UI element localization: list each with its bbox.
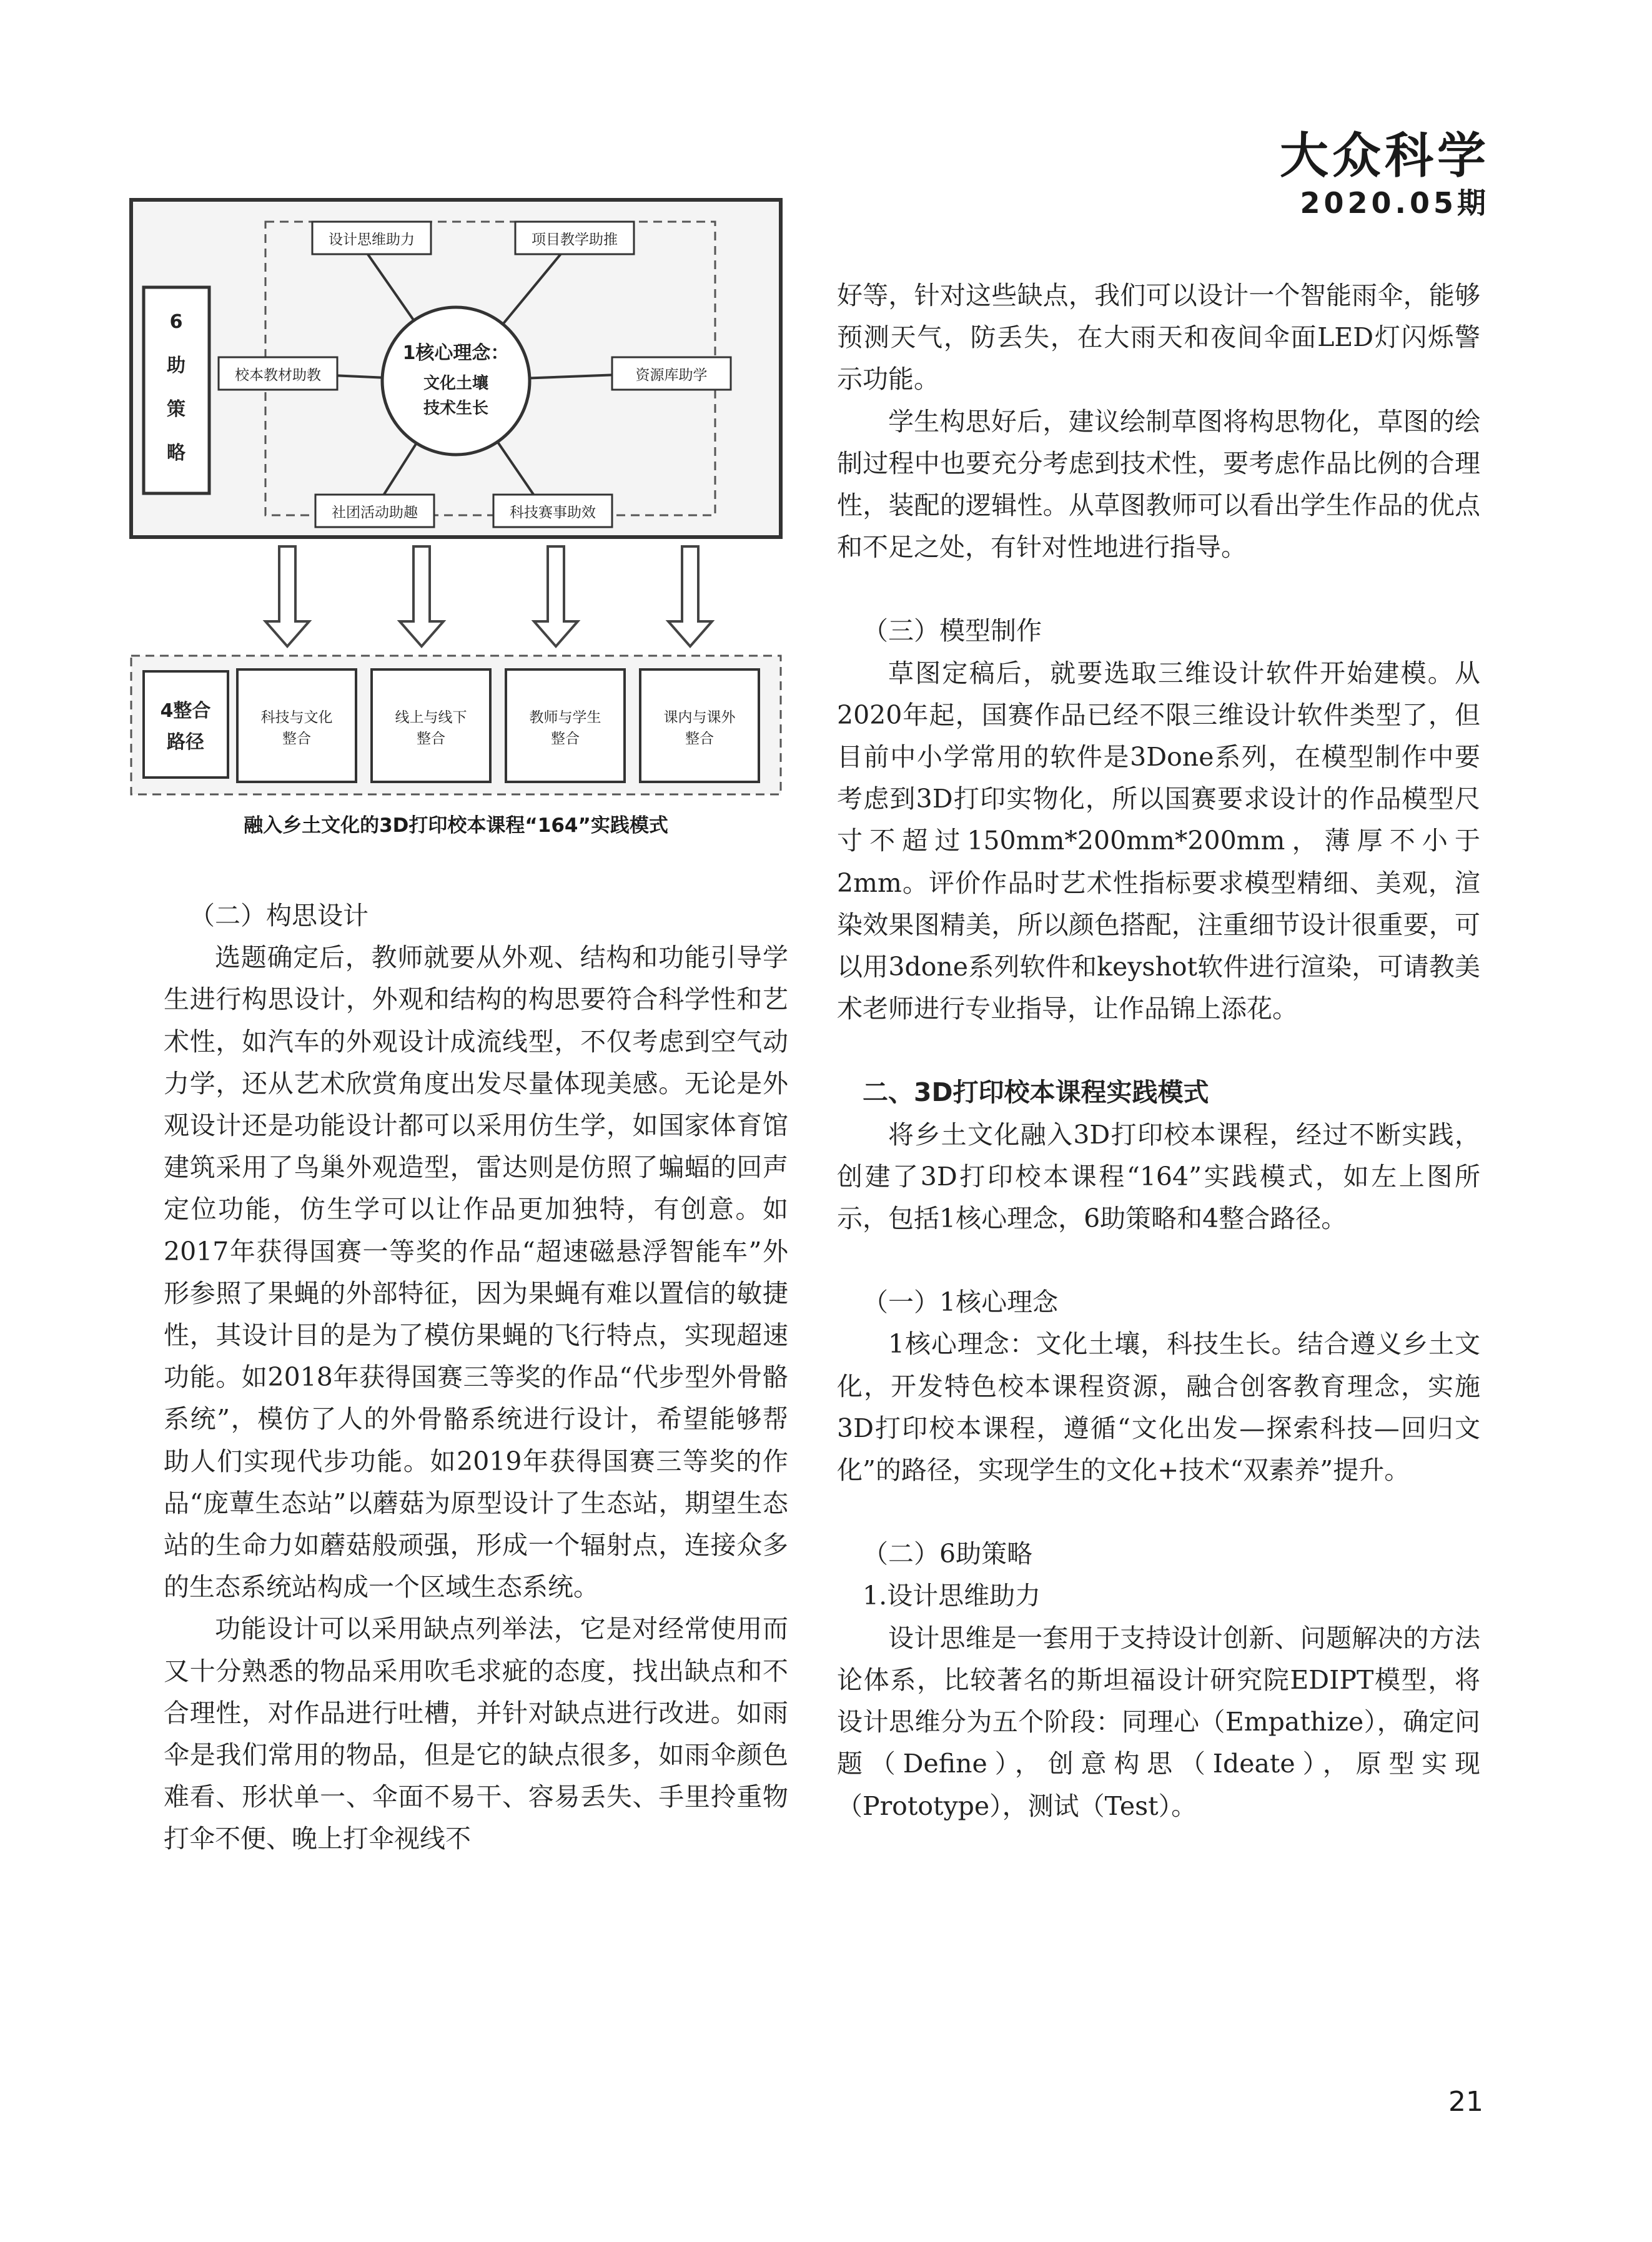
- section-heading: （二）构思设计: [189, 901, 368, 931]
- strategy-box-bottom-left: [315, 495, 434, 527]
- journal-issue: 2020.05期: [1300, 186, 1490, 220]
- side-label-char: 策: [167, 398, 185, 420]
- path-label-line: 4整合: [160, 700, 211, 722]
- path-label: 整合: [685, 731, 714, 747]
- section-heading: （三）模型制作: [863, 616, 1042, 646]
- strategy-label: 科技赛事助效: [510, 505, 596, 521]
- section-heading: （一）1核心理念: [863, 1287, 1059, 1318]
- paragraph: 将乡土文化融入3D打印校本课程，经过不断实践，创建了3D打印校本课程“164”实践模式，如左上图所示，包括1核心理念，6助策略和4整合路径。: [837, 1119, 1480, 1234]
- paragraph: 功能设计可以采用缺点列举法，它是对经常使用而又十分熟悉的物品采用吹毛求疵的态度，找出缺点和不合理性，对作品进行吐槽，并针对缺点进行改进。如雨伞是我们常用的物品，但是它的缺点很多，如雨伞颜色难看、形状单一、伞面不易干、容易丢失、手里拎重物打伞不便、晚上打伞视线不: [164, 1614, 788, 1854]
- path-label: 线上与线下: [395, 709, 467, 726]
- section-heading: （二）6助策略: [863, 1539, 1033, 1569]
- strategy-box-top-left: [312, 222, 431, 254]
- figure-caption: 融入乡土文化的3D打印校本课程“164”实践模式: [244, 814, 668, 837]
- core-concept-line: 技术生长: [423, 399, 489, 418]
- core-concept-title: 1核心理念：: [402, 342, 510, 364]
- down-arrow-icon: [400, 546, 443, 646]
- paragraph: 1核心理念：文化土壤，科技生长。结合遵义乡土文化，开发特色校本课程资源，融合创客教育理念，实施3D打印校本课程，遵循“文化出发—探索科技—回归文化”的路径，实现学生的文化+技术“双素养”提升。: [837, 1329, 1480, 1486]
- strategy-box-bottom-right: [493, 495, 612, 527]
- subsection-heading: 1.设计思维助力: [863, 1581, 1041, 1611]
- strategy-label: 项目教学助推: [532, 232, 618, 248]
- path-label: 整合: [282, 731, 311, 747]
- strategy-label: 设计思维助力: [329, 232, 415, 248]
- paragraph: 设计思维是一套用于支持设计创新、问题解决的方法论体系，比较著名的斯坦福设计研究院EDIPT模型，将设计思维分为五个阶段：同理心（Empathize），确定问题（Define），创意构思（Ideate），原型实现（Prototype），测试（Test）。: [837, 1622, 1480, 1821]
- down-arrow-icon: [668, 546, 712, 646]
- paragraph: 学生构思好后，建议绘制草图将构思物化，草图的绘制过程中也要充分考虑到技术性，要考虑作品比例的合理性，装配的逻辑性。从草图教师可以看出学生作品的优点和不足之处，有针对性地进行指导。: [837, 406, 1480, 563]
- paragraph: 草图定稿后，就要选取三维设计软件开始建模。从2020年起，国赛作品已经不限三维设计软件类型了，但目前中小学常用的软件是3Done系列，在模型制作中要考虑到3D打印实物化，所以国赛要求设计的作品模型尺寸不超过150mm*200mm*200mm，薄厚不小于2mm。评价作品时艺术性指标要求模型精细、美观，渲染效果图精美，所以颜色搭配，注重细节设计很重要，可以用3done系列软件和keyshot软件进行渲染，可请教美术老师进行专业指导，让作品锦上添花。: [837, 658, 1480, 1024]
- right-column: [837, 275, 1480, 1827]
- strategy-label: 社团活动助趣: [332, 505, 418, 521]
- side-label-char: 略: [167, 442, 185, 464]
- path-box-2: [372, 669, 490, 782]
- path-label: 整合: [417, 731, 445, 747]
- path-label-line: 路径: [167, 731, 204, 753]
- model-diagram: [125, 194, 787, 806]
- down-arrows: [265, 546, 712, 646]
- strategy-box-right: [612, 357, 731, 390]
- path-label: 科技与文化: [260, 709, 333, 726]
- strategy-label: 校本教材助教: [235, 367, 321, 383]
- page-number: 21: [1448, 2086, 1483, 2118]
- paragraph: 选题确定后，教师就要从外观、结构和功能引导学生进行构思设计，外观和结构的构思要符合科学性和艺术性，如汽车的外观设计成流线型，不仅考虑到空气动力学，还从艺术欣赏角度出发尽量体现美感。无论是外观设计还是功能设计都可以采用仿生学，如国家体育馆建筑采用了鸟巢外观造型，雷达则是仿照了蝙蝠的回声定位功能，仿生学可以让作品更加独特，有创意。如2017年获得国赛一等奖的作品“超速磁悬浮智能车”外形参照了果蝇的外部特征，因为果蝇有难以置信的敏捷性，其设计目的是为了模仿果蝇的飞行特点，实现超速功能。如2018年获得国赛三等奖的作品“代步型外骨骼系统”，模仿了人的外骨骼系统进行设计，希望能够帮助人们实现代步功能。如2019年获得国赛三等奖的作品“庞蕈生态站”以蘑菇为原型设计了生态站，期望生态站的生命力如蘑菇般顽强，形成一个辐射点，连接众多的生态系统站构成一个区域生态系统。: [164, 942, 788, 1602]
- core-concept-line: 文化土壤: [423, 374, 489, 393]
- down-arrow-icon: [534, 546, 578, 646]
- path-box-1: [237, 669, 356, 782]
- strategy-box-top-right: [515, 222, 634, 254]
- path-label: 教师与学生: [529, 709, 601, 726]
- side-label-char: 助: [167, 355, 185, 377]
- journal-title: 大众科学: [1279, 128, 1490, 184]
- down-arrow-icon: [265, 546, 309, 646]
- path-label: 整合: [551, 731, 580, 747]
- path-label: 课内与课外: [663, 709, 736, 726]
- path-box-3: [506, 669, 625, 782]
- paragraph: 好等，针对这些缺点，我们可以设计一个智能雨伞，能够预测天气，防丢失，在大雨天和夜间伞面LED灯闪烁警示功能。: [837, 280, 1480, 395]
- strategy-box-left: [219, 357, 337, 390]
- strategy-label: 资源库助学: [635, 367, 708, 383]
- section-heading: 二、3D打印校本课程实践模式: [863, 1077, 1209, 1108]
- left-column: [164, 895, 788, 1860]
- side-label-char: 6: [169, 311, 183, 333]
- journal-masthead: [1280, 128, 1490, 222]
- path-label-box: [144, 671, 228, 778]
- path-box-4: [640, 669, 759, 782]
